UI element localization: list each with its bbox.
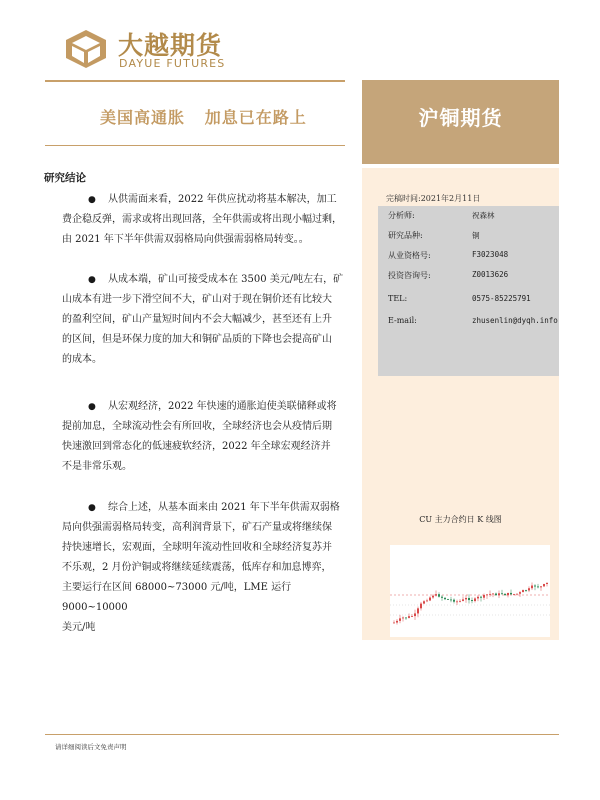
header-divider-bottom [45, 145, 345, 146]
info-row-qualification [378, 246, 559, 266]
paragraph-line: 提前加息，全球流动性会有所回收，全球经济也会从疫情后期 [62, 421, 332, 432]
info-key: 从业资格号: [388, 251, 431, 260]
candle-body [477, 597, 479, 599]
candle-body [474, 598, 476, 601]
candle-body [507, 593, 509, 595]
candle-body [462, 599, 464, 601]
paragraph-line: 的区间，但是环保力度的加大和铜矿品质的下降也会提高矿山 [62, 334, 332, 345]
header-divider-top [45, 80, 345, 82]
candle-body [420, 604, 422, 609]
paragraph-line: ● 从宏观经济，2022 年快速的通胀迫使美联储释或将 [62, 397, 352, 417]
candle-body [450, 600, 452, 601]
info-row-tel [378, 290, 559, 310]
candle-body [522, 590, 524, 592]
info-key: TEL: [388, 294, 408, 303]
candle-body [501, 593, 503, 594]
paragraph-cost [62, 270, 352, 370]
info-value: 0575-85225791 [472, 294, 531, 303]
chart-title: CU 主力合约日 K 线图 [419, 515, 502, 524]
info-value: 祝森林 [472, 211, 495, 220]
candle-body [510, 593, 512, 594]
candle-body [537, 586, 539, 587]
paragraph-line: 的盈利空间，矿山产量短时间内不会大幅减少，甚至还有上升 [62, 314, 332, 325]
bullet-icon: ● [88, 503, 96, 513]
paragraph-line: 持快速增长，宏观面，全球明年流动性回收和全球经济复苏并 [62, 542, 332, 553]
paragraph-line: ● 从供需面来看，2022 年供应扰动将基本解决，加工 [62, 190, 352, 210]
paragraph-line: 费企稳反弹，需求或将出现回落，全年供需或将出现小幅过剩， [62, 214, 342, 225]
completion-date: 完稿时间:2021年2月11日 [386, 194, 481, 203]
footer-disclaimer: 请详细阅读后文免责声明 [55, 743, 127, 751]
section-title: 研究结论 [44, 172, 86, 184]
candle-body [465, 598, 467, 599]
paragraph-supply-demand [62, 190, 352, 250]
paragraph-line: ● 从成本端，矿山可接受成本在 3500 美元/吨左右，矿 [62, 270, 352, 290]
analyst-info-table [378, 206, 559, 376]
candle-body [480, 597, 482, 598]
candle-body [528, 588, 530, 590]
candle-body [417, 608, 419, 613]
candle-body [429, 598, 431, 601]
candle-body [543, 584, 545, 586]
paragraph-summary [62, 498, 352, 638]
paragraph-line: 的成本。 [62, 354, 102, 365]
candle-body [534, 586, 536, 587]
candle-body [396, 621, 398, 623]
candle-body [489, 594, 491, 595]
candle-body [402, 618, 404, 619]
info-key: 分析师: [388, 211, 415, 220]
info-key: E-mail: [388, 316, 417, 325]
paragraph-line: 美元/吨 [62, 622, 96, 633]
candle-body [411, 616, 413, 617]
bullet-icon: ● [88, 275, 96, 285]
candle-body [519, 592, 521, 594]
dayue-logo-icon [62, 28, 110, 68]
paragraph-line: 山成本有进一步下滑空间不大，矿山对于现在铜价还有比较大 [62, 294, 332, 305]
candle-body [447, 599, 449, 600]
candle-body [546, 583, 548, 584]
candle-body [432, 596, 434, 598]
paragraph-line: ● 综合上述，从基本面来由 2021 年下半年供需双弱格 [62, 498, 352, 518]
candle-body [495, 594, 497, 596]
candlestick-chart [390, 545, 550, 637]
bullet-icon: ● [88, 195, 96, 205]
candle-body [504, 594, 506, 595]
bullet-icon: ● [88, 402, 96, 412]
info-row-product [378, 226, 559, 246]
paragraph-line: 局向供强需弱格局转变，高利润背景下，矿石产量或将继续保 [62, 522, 332, 533]
paragraph-line: 主要运行在区间 68000~73000 元/吨，LME 运行 9000~10000 [62, 582, 292, 613]
brand-name-cn: 大越期货 [118, 31, 223, 60]
report-headline: 美国高通胀 加息已在路上 [100, 108, 307, 127]
candle-body [414, 613, 416, 616]
candle-body [438, 594, 440, 597]
info-value: 铜 [472, 231, 480, 240]
candle-body [516, 594, 518, 595]
candle-body [453, 600, 455, 602]
candle-body [492, 594, 494, 595]
candle-body [483, 595, 485, 598]
candle-body [423, 601, 425, 603]
paragraph-line: 快速激回到常态化的低速疲软经济，2022 年全球宏观经济并 [62, 441, 331, 452]
candle-body [540, 586, 542, 587]
paragraph-line: 由 2021 年下半年供需双弱格局向供强需弱格局转变。。 [62, 234, 309, 245]
paragraph-line: 不乐观，2 月份沪铜或将继续延续震荡，低库存和加息博弈， [62, 562, 332, 573]
candle-body [441, 597, 443, 598]
candle-body [531, 586, 533, 589]
info-row-analyst [378, 206, 559, 226]
candle-body [513, 594, 515, 595]
info-value: Z0013626 [472, 270, 509, 279]
candle-body [408, 616, 410, 618]
candle-body [486, 594, 488, 595]
info-row-consulting [378, 266, 559, 286]
candle-body [525, 590, 527, 591]
candle-body [471, 600, 473, 601]
candle-body [468, 598, 470, 600]
candle-body [444, 598, 446, 599]
paragraph-macro [62, 397, 352, 477]
candle-body [399, 618, 401, 621]
candle-body [456, 601, 458, 602]
candle-body [435, 594, 437, 596]
candle-body [426, 600, 428, 601]
info-row-email[interactable] [378, 312, 559, 332]
brand-name-en: DAYUE FUTURES [119, 57, 226, 70]
info-value: F3023048 [472, 250, 509, 259]
candle-body [498, 593, 500, 595]
email-link: zhusenlin@dyqh.info [472, 316, 558, 325]
product-title: 沪铜期货 [418, 106, 503, 130]
info-key: 投资咨询号: [388, 271, 431, 280]
footer-divider [45, 734, 559, 735]
candle-body [393, 623, 395, 624]
candle-body [405, 618, 407, 619]
info-key: 研究品种: [388, 231, 423, 240]
candle-body [459, 601, 461, 602]
paragraph-line: 不是非常乐观。 [62, 461, 132, 472]
